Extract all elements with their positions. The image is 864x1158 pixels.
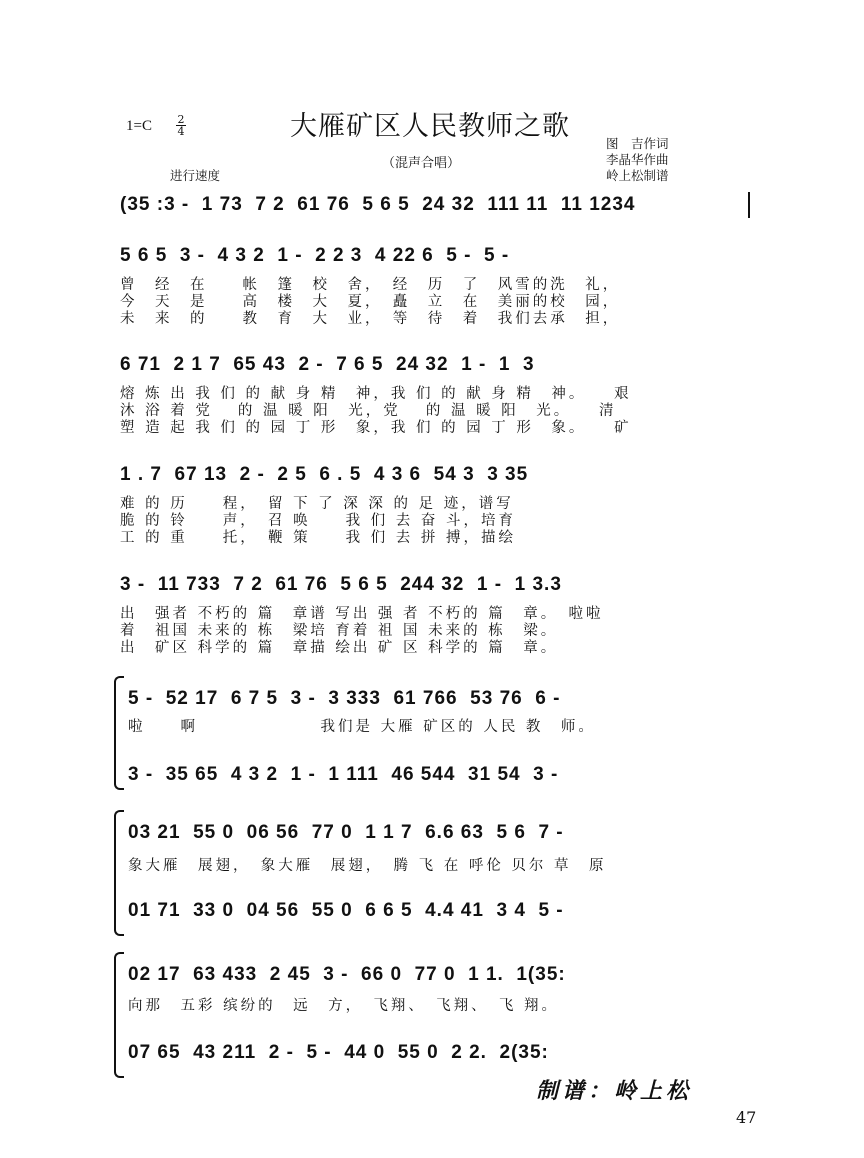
meter-bottom: 4 [177,125,185,138]
lyric-line-8: 向那 五彩 缤纷的 远 方， 飞翔、 飞翔、 飞 翔。 [128,998,559,1014]
lyric-line-6: 啦 啊 我们是 大雁 矿区的 人民 教 师。 [128,719,596,735]
meter-top: 2 [177,113,185,126]
notes-line-6-lower: 3 - 35 65 4 3 2 1 - 1 111 46 544 31 54 3 - [128,764,559,785]
composer: 李晶华作曲 [606,152,669,167]
notes-line-8-lower: 07 65 43 211 2 - 5 - 44 0 55 0 2 2. 2(35: [128,1042,549,1063]
notes-line-8-upper: 02 17 63 433 2 45 3 - 66 0 77 0 1 1. 1(35: [128,964,566,985]
arranger: 岭上松制谱 [606,168,669,183]
lyric-line-5-verse-2: 着 祖国 未来的 栋 梁培 育着 祖 国 未来的 栋 梁。 [120,623,559,639]
notes-line-6-upper: 5 - 52 17 6 7 5 3 - 3 333 61 766 53 76 6 - [128,688,561,709]
system-brace [114,952,124,1078]
barline [748,192,750,218]
key-signature: 1=C [126,118,152,134]
notes-line-5: 3 - 11 733 7 2 61 76 5 6 5 244 32 1 - 1 3.3 [120,574,562,595]
lyric-line-7: 象大雁 展翅， 象大雁 展翅， 腾 飞 在 呼伦 贝尔 草 原 [128,858,607,874]
lyric-line-3-verse-1: 熔 炼 出 我 们 的 献 身 精 神，我 们 的 献 身 精 神。 艰 [120,386,632,402]
lyric-line-5-verse-1: 出 强者 不朽的 篇 章谱 写出 强 者 不朽的 篇 章。 啦啦 [120,606,604,622]
lyric-line-2-verse-2: 今 天 是 高 楼 大 夏， 矗 立 在 美丽的校 园， [120,294,621,310]
lyric-line-3-verse-3: 塑 造 起 我 们 的 园 丁 形 象，我 们 的 园 丁 形 象。 矿 [120,420,632,436]
lyric-line-2-verse-1: 曾 经 在 帐 篷 校 舍， 经 历 了 风雪的洗 礼， [120,277,621,293]
lyric-line-4-verse-1: 难 的 历 程， 留 下 了 深 深 的 足 迹，谱写 [120,496,514,512]
arranger-signature: 制谱：岭上松 [536,1078,693,1104]
notes-line-1: (35 :3 - 1 73 7 2 61 76 5 6 5 24 32 111 11 11 1234 [120,194,636,215]
notes-line-3: 6 71 2 1 7 65 43 2 - 7 6 5 24 32 1 - 1 3 [120,354,535,375]
credits [606,136,669,184]
lyric-line-3-verse-2: 沐 浴 着 党 的 温 暖 阳 光，党 的 温 暖 阳 光。 清 [120,403,617,419]
tempo-marking: 进行速度 [170,168,221,183]
song-title: 大雁矿区人民教师之歌 [290,111,570,142]
lyric-line-4-verse-3: 工 的 重 托， 鞭 策 我 们 去 拼 搏，描绘 [120,530,517,546]
lyric-line-4-verse-2: 脆 的 铃 声， 召 唤 我 们 去 奋 斗，培育 [120,513,517,529]
system-brace [114,676,124,790]
system-brace [114,810,124,936]
page-number: 47 [736,1108,757,1127]
notes-line-7-upper: 03 21 55 0 06 56 77 0 1 1 7 6.6 63 5 6 7 - [128,822,564,843]
lyric-line-2-verse-3: 未 来 的 教 育 大 业， 等 待 着 我们去承 担， [120,311,621,327]
time-signature [176,114,186,137]
notes-line-4: 1 . 7 67 13 2 - 2 5 6 . 5 4 3 6 54 3 3 35 [120,464,529,485]
subtitle: （混声合唱） [382,156,461,171]
notes-line-7-lower: 01 71 33 0 04 56 55 0 6 6 5 4.4 41 3 4 5 - [128,900,564,921]
notes-line-2: 5 6 5 3 - 4 3 2 1 - 2 2 3 4 22 6 5 - 5 - [120,245,510,266]
lyric-line-5-verse-3: 出 矿区 科学的 篇 章描 绘出 矿 区 科学的 篇 章。 [120,640,559,656]
lyricist: 图 吉作词 [606,136,669,151]
